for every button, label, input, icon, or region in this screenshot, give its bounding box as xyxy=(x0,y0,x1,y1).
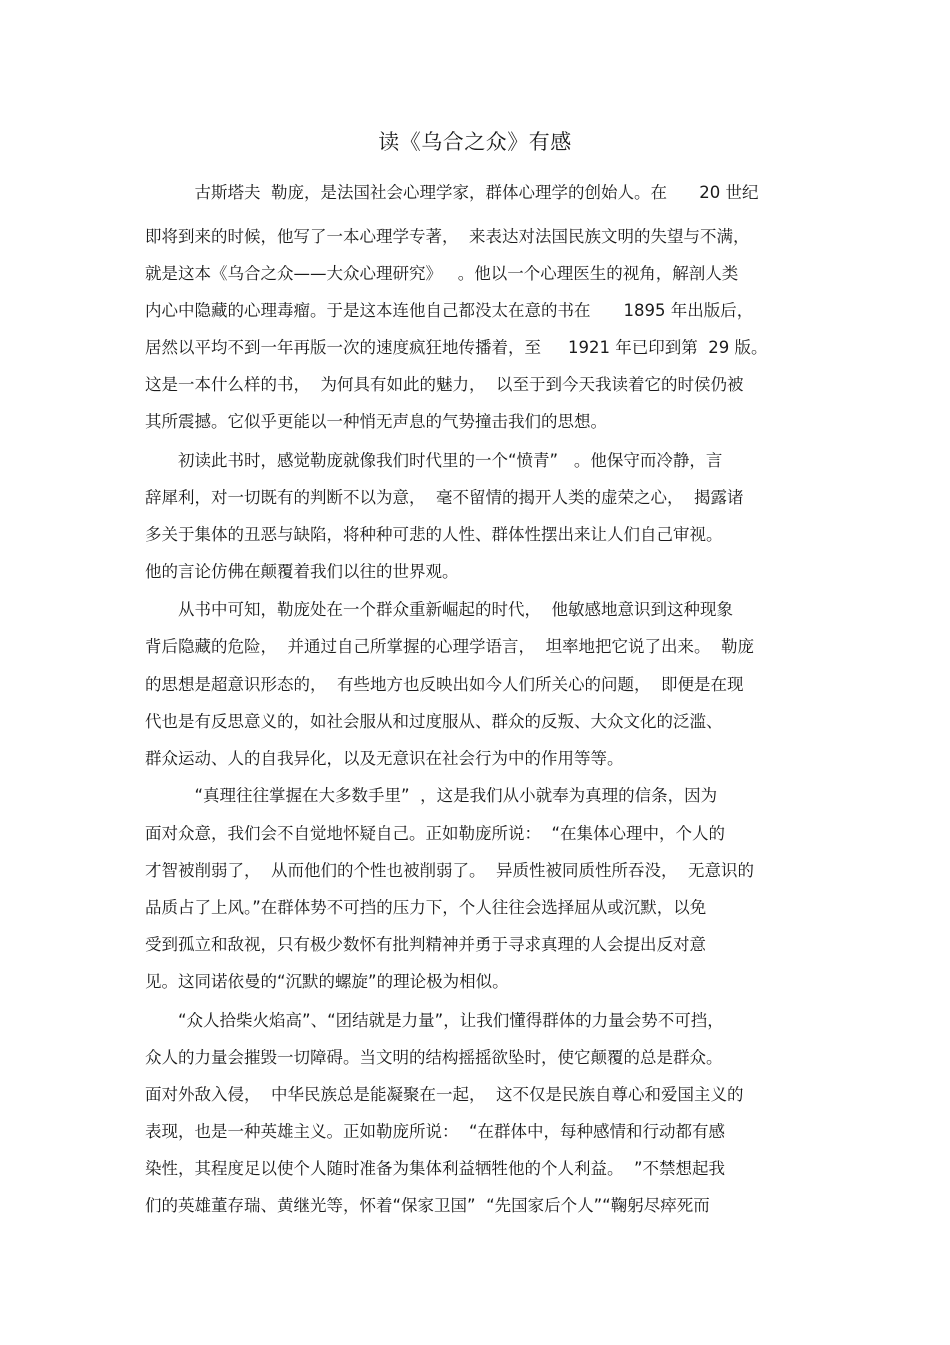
body-text-line: 这是一本什么样的书， 为何具有如此的魅力， 以至于到今天我读着它的时侯仍被 xyxy=(145,375,744,394)
document-title: 读《乌合之众》有感 xyxy=(378,130,572,154)
body-text-line: 的思想是超意识形态的， 有些地方也反映出如今人们所关心的问题， 即便是在现 xyxy=(145,675,744,694)
body-text-line: 从书中可知，勒庞处在一个群众重新崛起的时代， 他敏感地意识到这种现象 xyxy=(145,600,733,619)
body-text-line: 居然以平均不到一年再版一次的速度疯狂地传播着，至 1921 年已印到第 29 版。 xyxy=(145,338,768,357)
body-text-line: 众人的力量会摧毁一切障碍。当文明的结构摇摇欲坠时，使它颠覆的总是群众。 xyxy=(145,1048,723,1067)
body-text-line: 面对外敌入侵， 中华民族总是能凝聚在一起， 这不仅是民族自尊心和爱国主义的 xyxy=(145,1085,744,1104)
body-text-line: “真理往往掌握在大多数手里” ，这是我们从小就奉为真理的信条，因为 xyxy=(145,786,718,805)
body-text-line: 就是这本《乌合之众——大众心理研究》 。他以一个心理医生的视角，解剖人类 xyxy=(145,264,739,283)
body-text-line: “众人拾柴火焰高”、“团结就是力量”，让我们懂得群体的力量会势不可挡， xyxy=(145,1011,724,1030)
body-text-line: 内心中隐藏的心理毒瘤。于是这本连他自己都没太在意的书在 1895 年出版后， xyxy=(145,301,754,320)
body-text-line: 其所震撼。它似乎更能以一种悄无声息的气势撞击我们的思想。 xyxy=(145,412,607,431)
body-text-line: 代也是有反思意义的，如社会服从和过度服从、群众的反叛、大众文化的泛滥、 xyxy=(145,712,723,731)
body-text-line: 面对众意，我们会不自觉地怀疑自己。正如勒庞所说： “在集体心理中，个人的 xyxy=(145,824,726,843)
body-text-line: 古斯塔夫 勒庞，是法国社会心理学家，群体心理学的创始人。在 20 世纪 xyxy=(145,183,759,202)
body-text-line: 背后隐藏的危险， 并通过自己所掌握的心理学语言， 坦率地把它说了出来。 勒庞 xyxy=(145,637,754,656)
body-text-line: 表现，也是一种英雄主义。正如勒庞所说： “在群体中，每种感情和行动都有感 xyxy=(145,1122,726,1141)
body-text-line: 染性，其程度足以使个人随时准备为集体利益牺牲他的个人利益。 ”不禁想起我 xyxy=(145,1159,726,1178)
body-text-line: 受到孤立和敌视，只有极少数怀有批判精神并勇于寻求真理的人会提出反对意 xyxy=(145,935,706,954)
body-text-line: 品质占了上风。”在群体势不可挡的压力下，个人往往会选择屈从或沉默，以免 xyxy=(145,898,707,917)
body-text-line: 即将到来的时候，他写了一本心理学专著， 来表达对法国民族文明的失望与不满， xyxy=(145,227,750,246)
body-text-line: 多关于集体的丑恶与缺陷，将种种可悲的人性、群体性摆出来让人们自己审视。 xyxy=(145,525,723,544)
body-text-line: 群众运动、人的自我异化，以及无意识在社会行为中的作用等等。 xyxy=(145,749,624,768)
body-text-line: 他的言论仿佛在颠覆着我们以往的世界观。 xyxy=(145,562,459,581)
body-text-line: 们的英雄董存瑞、黄继光等，怀着“保家卫国” “先国家后个人”“鞠躬尽瘁死而 xyxy=(145,1196,710,1215)
body-text-line: 辞犀利，对一切既有的判断不以为意， 毫不留情的揭开人类的虚荣之心， 揭露诸 xyxy=(145,488,744,507)
body-text-line: 才智被削弱了， 从而他们的个性也被削弱了。 异质性被同质性所吞没， 无意识的 xyxy=(145,861,754,880)
body-text-line: 见。这同诺依曼的“沉默的螺旋”的理论极为相似。 xyxy=(145,972,509,991)
body-text-line: 初读此书时，感觉勒庞就像我们时代里的一个“愤青” 。他保守而冷静，言 xyxy=(145,451,723,470)
